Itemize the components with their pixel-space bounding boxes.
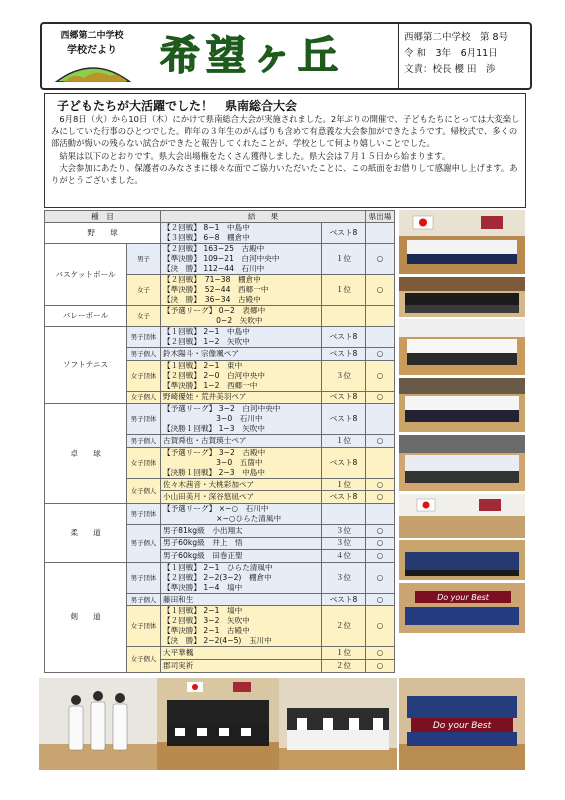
prefectural-cell: ○ (366, 562, 395, 593)
result-line: 【２回戦】 8−1 中島中 (163, 223, 250, 232)
division-label: 男子団体 (127, 562, 161, 593)
table-row (45, 404, 395, 435)
table-row (45, 503, 395, 524)
division-label: 男子 (127, 244, 161, 275)
prefectural-cell (366, 223, 395, 244)
result-line: 【３回戦】 6−8 棚倉中 (163, 233, 250, 242)
result-cell (161, 404, 322, 435)
rank-cell: ベスト8 (322, 348, 366, 361)
result-line: 0−2 矢吹中 (163, 316, 263, 325)
result-line: 佐々木茜音・大桃彩加ペア (163, 479, 255, 489)
results-body (45, 223, 395, 673)
division-label: 女子団体 (127, 360, 161, 391)
result-cell (161, 524, 322, 537)
photo-award-group-2 (279, 678, 397, 770)
result-line: 藤田和生 (163, 594, 194, 604)
header-result: 結 果 (161, 211, 366, 223)
newsletter-label: 学校だより (67, 45, 117, 56)
result-line: 男子60kg級 井上 悟 (163, 538, 243, 548)
rank-cell: ベスト8 (322, 447, 366, 478)
result-line: 【決勝１回戦】 2−3 中島中 (163, 467, 265, 477)
rank-cell: ４位 (322, 550, 366, 563)
prefectural-cell: ○ (366, 647, 395, 660)
header-divider (398, 24, 399, 88)
result-line: 【２回戦】 2−0 白河中央中 (163, 370, 265, 380)
rank-cell: ベスト8 (322, 593, 366, 606)
article-paragraph: 結果は以下のとおりです。県大会出場権をたくさん獲得しました。県大会は７月１５日から始まります。 (59, 150, 451, 161)
result-line: 【予選リーグ】 3−2 白河中央中 (163, 404, 281, 414)
result-line: 【予選リーグ】 0−2 表郷中 (163, 306, 266, 315)
division-label: 男子団体 (127, 404, 161, 435)
event-name: ソフトテニス (45, 327, 127, 404)
rank-cell (322, 306, 366, 327)
result-cell (161, 447, 322, 478)
result-line: 3−0 石川中 (163, 414, 263, 424)
division-label: 女子個人 (127, 391, 161, 404)
rank-cell: １位 (322, 435, 366, 448)
prefectural-cell (366, 306, 395, 327)
rank-cell: ベスト8 (322, 404, 366, 435)
banner-text: Do your Best (437, 593, 489, 602)
photo-basketball-boys (399, 277, 525, 317)
result-cell (161, 360, 322, 391)
photo-softtennis (399, 378, 525, 432)
rank-cell: ベスト8 (322, 327, 366, 348)
division-label: 男子個人 (127, 593, 161, 606)
prefectural-cell: ○ (366, 550, 395, 563)
result-line: 【決 勝】 2−2(4−5) 玉川中 (163, 636, 272, 646)
table-row (45, 562, 395, 593)
result-cell (161, 647, 322, 660)
result-line: 鈴木陽斗・宗像颯ペア (163, 348, 239, 358)
event-name: バスケットボール (45, 244, 127, 306)
result-cell (161, 244, 322, 275)
prefectural-cell: ○ (366, 491, 395, 504)
result-cell (161, 275, 322, 306)
event-name: 剣 道 (45, 562, 127, 672)
prefectural-cell (366, 503, 395, 524)
event-name: 卓 球 (45, 404, 127, 504)
division-label: 女子個人 (127, 647, 161, 672)
header-info (404, 30, 526, 78)
article-title: 子どもたちが大活躍でした！ 県南総合大会 (57, 99, 298, 113)
result-cell (161, 606, 322, 647)
results-table (44, 210, 395, 673)
table-header-row (45, 211, 395, 223)
header-event: 種 目 (45, 211, 161, 223)
header-left-block (48, 28, 136, 84)
table-row (45, 244, 395, 275)
result-cell (161, 550, 322, 563)
result-line: 野崎優娃・荒井美羽ペア (163, 392, 247, 402)
result-line: 大平華楓 (163, 648, 194, 658)
header-prefectural: 県出場 (366, 211, 395, 223)
result-line: 【準決勝】 109−21 白河中央中 (163, 254, 280, 263)
result-cell (161, 306, 322, 327)
result-cell (161, 537, 322, 550)
result-line: 【決 勝】 36−34 古殿中 (163, 295, 261, 304)
prefectural-cell: ○ (366, 275, 395, 306)
rank-cell: １位 (322, 244, 366, 275)
issue-number: 西郷第二中学校 第 8号 (404, 32, 509, 43)
division-label: 女子 (127, 275, 161, 306)
result-cell (161, 348, 322, 361)
result-cell (161, 223, 322, 244)
rank-cell: ２位 (322, 606, 366, 647)
prefectural-cell: ○ (366, 348, 395, 361)
banner-text: Do your Best (432, 721, 492, 731)
rank-cell: ３位 (322, 524, 366, 537)
result-cell (161, 562, 322, 593)
photo-award-group-1 (157, 678, 279, 770)
division-label: 男子個人 (127, 435, 161, 448)
article-body (51, 113, 521, 186)
result-line: 【２回戦】 3−2 矢吹中 (163, 616, 250, 626)
result-line: 小山田美月・深谷悠凪ペア (163, 492, 255, 502)
hill-illustration (54, 60, 132, 82)
prefectural-cell: ○ (366, 606, 395, 647)
table-row (45, 327, 395, 348)
result-line: 【準決勝】 2−1 古殿中 (163, 626, 250, 636)
photo-kendo-girls (399, 583, 525, 633)
event-name: 柔 道 (45, 503, 127, 562)
rank-cell: ベスト8 (322, 223, 366, 244)
result-line: 【予選リーグ】 3−2 古殿中 (163, 447, 266, 457)
division-label: 女子 (127, 306, 161, 327)
result-line: 【１回戦】 2−1 東中 (163, 360, 243, 370)
result-line: 【２回戦】 71−38 棚倉中 (163, 275, 261, 284)
result-line: 【１回戦】 2−1 中島中 (163, 327, 250, 336)
division-label: 男子団体 (127, 503, 161, 524)
prefectural-cell: ○ (366, 435, 395, 448)
article-paragraph: 6月8日（火）から10日（木）にかけて県南総合大会が実施されました。2年ぶりの開催で、子どもたちにとっては大変楽しみにしていた行事のひとつでした。昨年の３年生のがんばりも含めて有意義な大会参加ができたようです。帰校式で、多くの部活動が悔いの残らない試合ができたと報告してくれたことが、学校として何より嬉しいことでした。 (51, 114, 520, 149)
division-label: 女子個人 (127, 478, 161, 503)
table-row (45, 306, 395, 327)
rank-cell: ３位 (322, 562, 366, 593)
division-label: 女子団体 (127, 606, 161, 647)
result-line: 男子81kg級 小出翔太 (163, 525, 243, 535)
result-line: 郡司実祈 (163, 660, 194, 670)
rank-cell: ３位 (322, 537, 366, 550)
result-line: 【予選リーグ】 ×−○ 石川中 (163, 503, 269, 513)
prefectural-cell: ○ (366, 478, 395, 491)
result-line: 【準決勝】 1−2 西郷一中 (163, 380, 258, 390)
prefectural-cell: ○ (366, 360, 395, 391)
result-line: 【決 勝】 112−44 石川中 (163, 264, 265, 273)
article-paragraph: 大会参加にあたり、保護者のみなさまに様々な面でご協力いただいたことに、この紙面をお借りして感謝申し上げます。ありがとうございました。 (51, 162, 518, 186)
result-cell (161, 593, 322, 606)
result-cell (161, 659, 322, 672)
article-box (44, 93, 526, 208)
rank-cell: ３位 (322, 360, 366, 391)
result-line: 【１回戦】 2−1 ひらた清風中 (163, 562, 273, 572)
photo-basketball-girls (399, 319, 525, 375)
result-cell (161, 491, 322, 504)
newsletter-title: 希望ヶ丘 (160, 32, 344, 79)
prefectural-cell (366, 404, 395, 435)
photo-judo (399, 494, 525, 538)
prefectural-cell: ○ (366, 659, 395, 672)
prefectural-cell: ○ (366, 391, 395, 404)
result-line: 【準決勝】 1−4 塙中 (163, 582, 243, 592)
rank-cell: １位 (322, 647, 366, 660)
result-line: ×−○ひらた清風中 (163, 513, 282, 523)
rank-cell: ベスト8 (322, 491, 366, 504)
photo-kendo-team (399, 678, 525, 770)
school-name: 西郷第二中学校 (60, 31, 124, 41)
result-line: 【２回戦】 2−2(3−2) 棚倉中 (163, 572, 272, 582)
rank-cell (322, 503, 366, 524)
rank-cell: １位 (322, 478, 366, 491)
rank-cell: ２位 (322, 659, 366, 672)
photo-judo-members (39, 678, 157, 770)
rank-cell: ベスト8 (322, 391, 366, 404)
result-cell (161, 327, 322, 348)
photo-tabletennis (399, 435, 525, 491)
result-cell (161, 478, 322, 491)
result-cell (161, 435, 322, 448)
prefectural-cell: ○ (366, 593, 395, 606)
photo-baseball-team (399, 210, 525, 274)
prefectural-cell: ○ (366, 524, 395, 537)
issue-date: 令 和 3年 6月11日 (404, 48, 498, 59)
division-label: 男子団体 (127, 327, 161, 348)
event-name: バレーボール (45, 306, 127, 327)
issue-author: 文責：校長 櫻 田 渉 (404, 64, 496, 75)
result-cell (161, 391, 322, 404)
prefectural-cell: ○ (366, 537, 395, 550)
table-row (45, 223, 395, 244)
prefectural-cell (366, 327, 395, 348)
result-line: 3−0 五箇中 (163, 457, 263, 467)
prefectural-cell (366, 447, 395, 478)
result-line: 【１回戦】 2−1 塙中 (163, 606, 243, 616)
result-line: 男子60kg級 田巻正聖 (163, 550, 243, 560)
division-label: 男子個人 (127, 524, 161, 562)
rank-cell: １位 (322, 275, 366, 306)
result-line: 【決勝１回戦】 1−3 矢吹中 (163, 424, 265, 434)
result-line: 【２回戦】 163−25 古殿中 (163, 244, 265, 253)
result-line: 古賀舜也・古賀瑛士ペア (163, 435, 247, 445)
division-label: 女子団体 (127, 447, 161, 478)
newsletter-header (40, 22, 532, 90)
result-cell (161, 503, 322, 524)
result-line: 【２回戦】 1−2 矢吹中 (163, 337, 250, 346)
division-label: 男子個人 (127, 348, 161, 361)
result-line: 【準決勝】 52−44 西郷一中 (163, 285, 269, 294)
photo-kendo-boys (399, 540, 525, 580)
event-name: 野 球 (45, 223, 161, 244)
prefectural-cell: ○ (366, 244, 395, 275)
